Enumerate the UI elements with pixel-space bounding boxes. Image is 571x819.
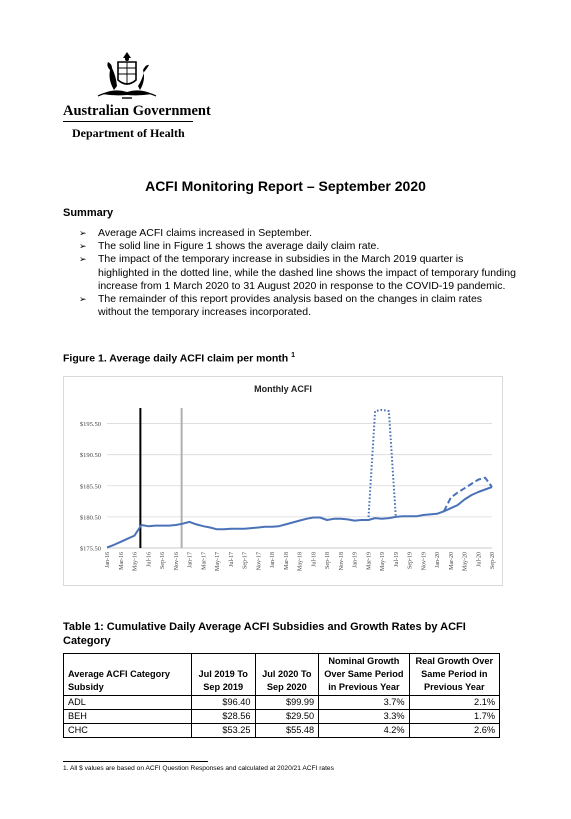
y-tick-label: $180.50 xyxy=(79,514,101,522)
cell-nominal-growth: 3.3% xyxy=(319,710,409,724)
y-tick-label: $185.50 xyxy=(79,483,101,491)
table-caption: Table 1: Cumulative Daily Average ACFI Subsidies and Growth Rates by ACFI Category xyxy=(63,621,466,647)
series-dashed-line xyxy=(444,478,492,512)
arrow-bullet-icon: ➢ xyxy=(79,294,87,305)
x-tick-label: Sep-16 xyxy=(160,552,166,569)
header-nominal-growth: Nominal Growth Over Same Period in Previous Year xyxy=(319,654,409,696)
summary-list xyxy=(76,227,516,319)
cell-jul-2020: $55.48 xyxy=(255,724,319,738)
x-tick-label: Sep-18 xyxy=(325,552,331,569)
footnote-divider xyxy=(63,761,208,762)
figure-caption xyxy=(63,352,295,365)
header-jul-2020: Jul 2020 To Sep 2020 xyxy=(255,654,319,696)
x-tick-label: Jan-17 xyxy=(187,552,194,568)
x-tick-label: Nov-17 xyxy=(256,552,263,571)
x-tick-label: May-19 xyxy=(380,552,386,571)
cell-jul-2019: $53.25 xyxy=(191,724,255,738)
x-tick-label: Sep-20 xyxy=(490,552,496,569)
x-tick-label: Jan-19 xyxy=(352,552,359,568)
summary-item xyxy=(76,227,516,240)
x-tick-label: Mar-16 xyxy=(118,552,125,570)
table-row xyxy=(64,696,500,710)
x-tick-label: Jul-17 xyxy=(228,552,235,567)
x-tick-label: Jul-20 xyxy=(476,552,483,567)
x-tick-label: Mar-17 xyxy=(201,552,208,570)
y-tick-label: $190.50 xyxy=(79,452,101,460)
summary-item-text: The solid line in Figure 1 shows the average daily claim rate. xyxy=(98,240,380,253)
header-divider xyxy=(63,121,193,122)
figure-caption-text: Figure 1. Average daily ACFI claim per month xyxy=(63,352,289,365)
footnote-text: 1. All $ values are based on ACFI Question Responses and calculated at 2020/21 ACFI rates xyxy=(63,765,334,772)
summary-item xyxy=(76,253,516,293)
arrow-bullet-icon: ➢ xyxy=(79,241,87,252)
summary-heading: Summary xyxy=(63,207,114,219)
arrow-bullet-icon: ➢ xyxy=(79,254,87,265)
summary-item xyxy=(76,293,516,319)
x-tick-label: Sep-17 xyxy=(242,552,249,569)
x-tick-label: Nov-19 xyxy=(421,552,428,571)
x-tick-label: Mar-18 xyxy=(283,552,290,570)
monthly-acfi-chart xyxy=(63,376,503,586)
table-row xyxy=(64,710,500,724)
cell-real-growth: 1.7% xyxy=(409,710,499,724)
department-name: Department of Health xyxy=(72,126,185,140)
x-tick-label: Mar-20 xyxy=(448,552,455,570)
summary-item-text: Average ACFI claims increased in September. xyxy=(98,227,312,239)
x-tick-label: Nov-18 xyxy=(338,552,345,571)
x-tick-label: Jul-16 xyxy=(146,552,153,567)
cell-real-growth: 2.6% xyxy=(409,724,499,738)
y-tick-label: $195.50 xyxy=(79,421,101,429)
acfi-subsidy-table xyxy=(63,653,500,738)
x-tick-label: Jan-18 xyxy=(270,552,276,568)
header-real-growth: Real Growth Over Same Period in Previous Year xyxy=(409,654,499,696)
x-tick-label: May-16 xyxy=(132,552,139,571)
cell-jul-2019: $28.56 xyxy=(191,710,255,724)
x-tick-label: Jan-20 xyxy=(435,552,441,568)
cell-category: BEH xyxy=(64,710,192,724)
cell-jul-2020: $29.50 xyxy=(255,710,319,724)
government-name: Australian Government xyxy=(63,103,211,119)
cell-nominal-growth: 3.7% xyxy=(319,696,409,710)
summary-item-text: The impact of the temporary increase in subsidies in the March 2019 quarter is highlighted in the dotted line, while the dashed line shows the impact of temporary funding increase from 1 March 2020 to 31 August 2020 in response to the COVID-19 pandemic. xyxy=(98,253,516,292)
table-header-row xyxy=(64,654,500,696)
x-tick-label: Jan-16 xyxy=(105,552,111,568)
header-category: Average ACFI Category Subsidy xyxy=(64,654,192,696)
x-tick-label: May-18 xyxy=(297,552,304,571)
cell-jul-2020: $99.99 xyxy=(255,696,319,710)
footnote-marker: 1 xyxy=(291,352,296,359)
cell-category: CHC xyxy=(64,724,192,738)
cell-jul-2019: $96.40 xyxy=(191,696,255,710)
chart-title: Monthly ACFI xyxy=(254,384,312,394)
x-tick-label: Jul-18 xyxy=(311,552,318,567)
x-tick-label: Mar-19 xyxy=(366,552,373,570)
report-title: ACFI Monitoring Report – September 2020 xyxy=(145,178,426,194)
header-jul-2019: Jul 2019 To Sep 2019 xyxy=(191,654,255,696)
cell-real-growth: 2.1% xyxy=(409,696,499,710)
cell-nominal-growth: 4.2% xyxy=(319,724,409,738)
cell-category: ADL xyxy=(64,696,192,710)
y-tick-label: $175.50 xyxy=(79,545,101,553)
x-tick-label: May-17 xyxy=(215,552,221,571)
coat-of-arms-logo xyxy=(94,50,160,102)
series-dotted-line xyxy=(368,410,396,521)
arrow-bullet-icon: ➢ xyxy=(79,228,87,238)
x-tick-label: Sep-19 xyxy=(407,552,414,569)
x-tick-label: May-20 xyxy=(462,552,469,571)
x-tick-label: Nov-16 xyxy=(173,552,180,571)
summary-item-text: The remainder of this report provides analysis based on the changes in claim rates without the temporary increases incorporated. xyxy=(98,293,483,319)
table-row xyxy=(64,724,500,738)
summary-item xyxy=(76,240,516,253)
x-tick-label: Jul-19 xyxy=(393,552,400,567)
